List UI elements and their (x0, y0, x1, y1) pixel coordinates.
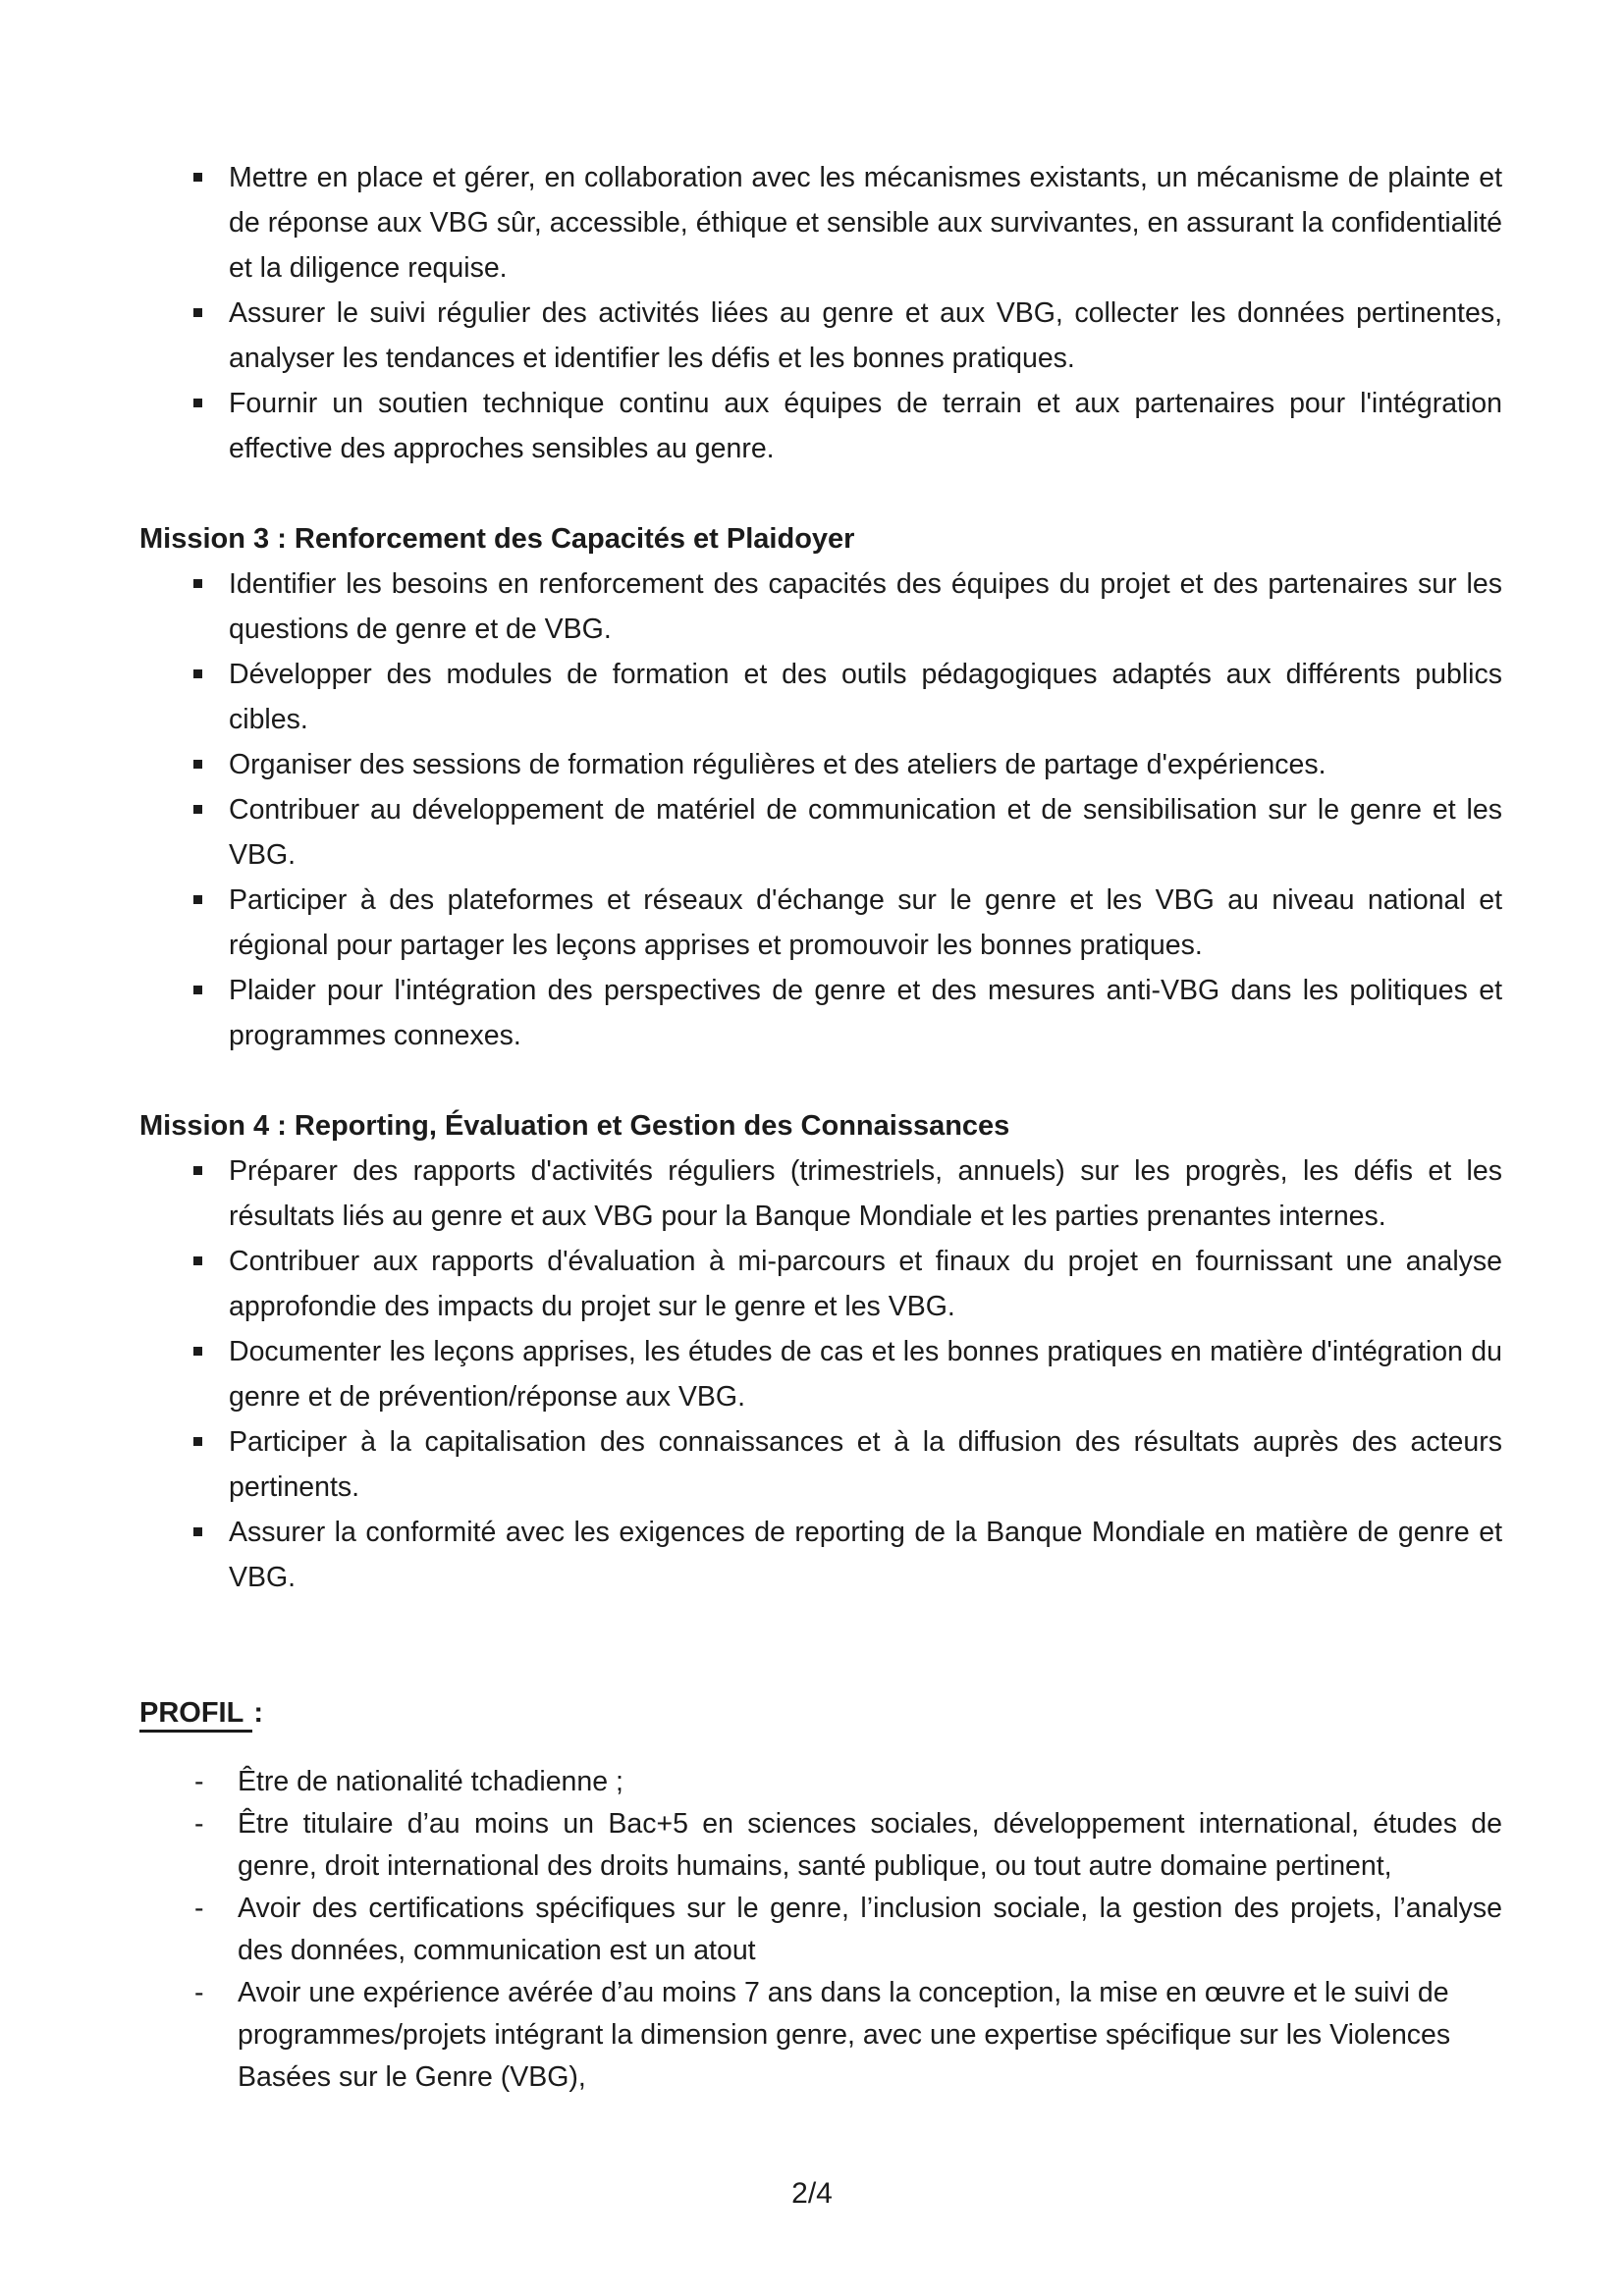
profil-heading (139, 1690, 1502, 1735)
page-content (139, 155, 1502, 2099)
bullet-text: Assurer le suivi régulier des activités liées au genre et aux VBG, collecter les données pertinentes, analyser les tendances et identifier les défis et les bonnes pratiques. (229, 297, 1502, 374)
list-item (139, 1888, 1502, 1972)
bullet-text: Préparer des rapports d'activités réguliers (trimestriels, annuels) sur les progrès, les défis et les résultats liés au genre et aux VBG pour la Banque Mondiale et les parties prenantes internes. (229, 1155, 1502, 1232)
mission4-heading: Mission 4 : Reporting, Évaluation et Gestion des Connaissances (139, 1110, 1010, 1142)
profil-dash-list (139, 1761, 1502, 2099)
dash-bullet-icon: - (194, 1893, 204, 1924)
bullet-item (139, 561, 1502, 652)
bullet-item (139, 1329, 1502, 1419)
dash-bullet-icon: - (194, 1977, 204, 2008)
bullet-text: Participer à des plateformes et réseaux d'échange sur le genre et les VBG au niveau national et régional pour partager les leçons apprises et promouvoir les bonnes pratiques. (229, 884, 1502, 961)
square-bullet-icon (193, 399, 202, 407)
square-bullet-icon (193, 1256, 202, 1265)
bullet-item (139, 1510, 1502, 1600)
bullet-text: Participer à la capitalisation des connaissances et à la diffusion des résultats auprès des acteurs pertinents. (229, 1426, 1502, 1503)
dash-bullet-icon: - (194, 1766, 204, 1797)
square-bullet-icon (193, 986, 202, 994)
bullet-item (139, 155, 1502, 291)
intro-bullet-list (139, 155, 1502, 471)
bullet-item (139, 968, 1502, 1058)
square-bullet-icon (193, 895, 202, 904)
bullet-text: Plaider pour l'intégration des perspectives de genre et des mesures anti-VBG dans les politiques et programmes connexes. (229, 975, 1502, 1051)
square-bullet-icon (193, 1166, 202, 1175)
list-item (139, 1803, 1502, 1888)
mission3-bullet-list (139, 561, 1502, 1058)
bullet-item (139, 291, 1502, 381)
bullet-text: Organiser des sessions de formation régulières et des ateliers de partage d'expériences. (229, 749, 1326, 780)
bullet-item (139, 878, 1502, 968)
page-number: 2/4 (791, 2177, 833, 2210)
bullet-text: Assurer la conformité avec les exigences de reporting de la Banque Mondiale en matière de genre et VBG. (229, 1517, 1502, 1593)
list-item-text: Avoir une expérience avérée d’au moins 7 ans dans la conception, la mise en œuvre et le suivi de programmes/projets intégrant la dimension genre, avec une expertise spécifique sur les Violences Basées sur le Genre (VBG), (238, 1977, 1451, 2093)
bullet-text: Identifier les besoins en renforcement des capacités des équipes du projet et des partenaires sur les questions de genre et de VBG. (229, 568, 1502, 645)
square-bullet-icon (193, 308, 202, 317)
list-item-text: Avoir des certifications spécifiques sur le genre, l’inclusion sociale, la gestion des projets, l’analyse des données, communication est un atout (238, 1893, 1502, 1966)
list-item-text: Être titulaire d’au moins un Bac+5 en sciences sociales, développement international, études de genre, droit international des droits humains, santé publique, ou tout autre domaine pertinent, (238, 1808, 1502, 1882)
bullet-text: Documenter les leçons apprises, les études de cas et les bonnes pratiques en matière d'intégration du genre et de prévention/réponse aux VBG. (229, 1336, 1502, 1413)
bullet-item (139, 1148, 1502, 1239)
mission3-heading: Mission 3 : Renforcement des Capacités et Plaidoyer (139, 523, 855, 555)
bullet-item (139, 652, 1502, 742)
profil-heading-underlined-text: PROFIL (139, 1696, 252, 1733)
bullet-item (139, 742, 1502, 787)
list-item-text: Être de nationalité tchadienne ; (238, 1766, 623, 1797)
bullet-item (139, 381, 1502, 471)
list-item (139, 1761, 1502, 1803)
profil-heading-colon: : (253, 1697, 264, 1729)
bullet-text: Mettre en place et gérer, en collaboration avec les mécanismes existants, un mécanisme de plainte et de réponse aux VBG sûr, accessible, éthique et sensible aux survivantes, en assurant la confidentialité et la diligence requise. (229, 162, 1502, 284)
square-bullet-icon (193, 1527, 202, 1536)
bullet-item (139, 1239, 1502, 1329)
bullet-text: Contribuer aux rapports d'évaluation à mi-parcours et finaux du projet en fournissant une analyse approfondie des impacts du projet sur le genre et les VBG. (229, 1246, 1502, 1322)
square-bullet-icon (193, 1347, 202, 1356)
square-bullet-icon (193, 579, 202, 588)
mission4-bullet-list (139, 1148, 1502, 1600)
bullet-text: Contribuer au développement de matériel de communication et de sensibilisation sur le genre et les VBG. (229, 794, 1502, 871)
bullet-text: Développer des modules de formation et des outils pédagogiques adaptés aux différents publics cibles. (229, 659, 1502, 735)
square-bullet-icon (193, 805, 202, 814)
bullet-item (139, 787, 1502, 878)
square-bullet-icon (193, 760, 202, 769)
bullet-text: Fournir un soutien technique continu aux équipes de terrain et aux partenaires pour l'intégration effective des approches sensibles au genre. (229, 388, 1502, 464)
square-bullet-icon (193, 1437, 202, 1446)
square-bullet-icon (193, 669, 202, 678)
bullet-item (139, 1419, 1502, 1510)
list-item (139, 1972, 1502, 2099)
dash-bullet-icon: - (194, 1808, 204, 1840)
square-bullet-icon (193, 173, 202, 182)
